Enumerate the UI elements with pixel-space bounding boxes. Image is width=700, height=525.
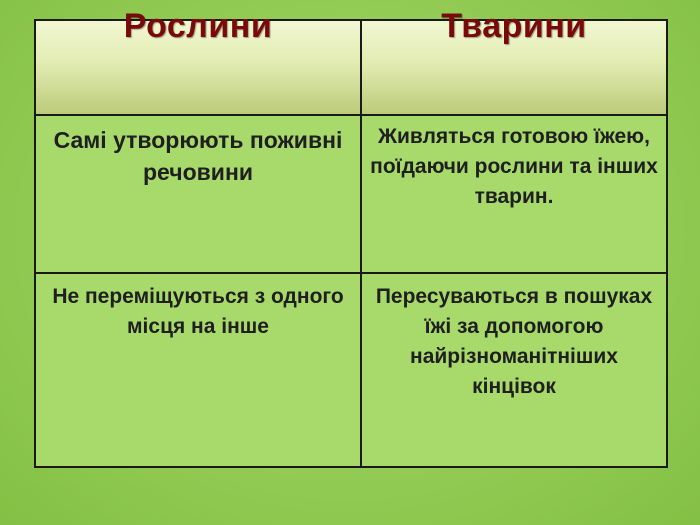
table-cell	[361, 115, 667, 273]
header-plants-label: Рослини	[123, 7, 273, 45]
table-row	[35, 115, 667, 273]
header-cell-animals	[361, 7, 667, 115]
table-header-row	[35, 20, 667, 115]
table-cell	[35, 273, 361, 467]
comparison-table	[34, 7, 668, 468]
table-cell	[35, 115, 361, 273]
table-row	[35, 273, 667, 467]
cell-text: Не переміщуються з одного місця на інше	[52, 285, 344, 338]
table-cell	[361, 273, 667, 467]
cell-text: Живляться готовою їжею, поїдаючи рослини та інших тварин.	[370, 125, 658, 208]
cell-text: Пересуваються в пошуках їжі за допомогою найрізноманітніших кінцівок	[375, 285, 653, 398]
header-animals-label: Тварини	[441, 7, 587, 45]
cell-text: Самі утворюють поживні речовини	[53, 127, 343, 185]
header-cell-plants	[35, 7, 361, 115]
